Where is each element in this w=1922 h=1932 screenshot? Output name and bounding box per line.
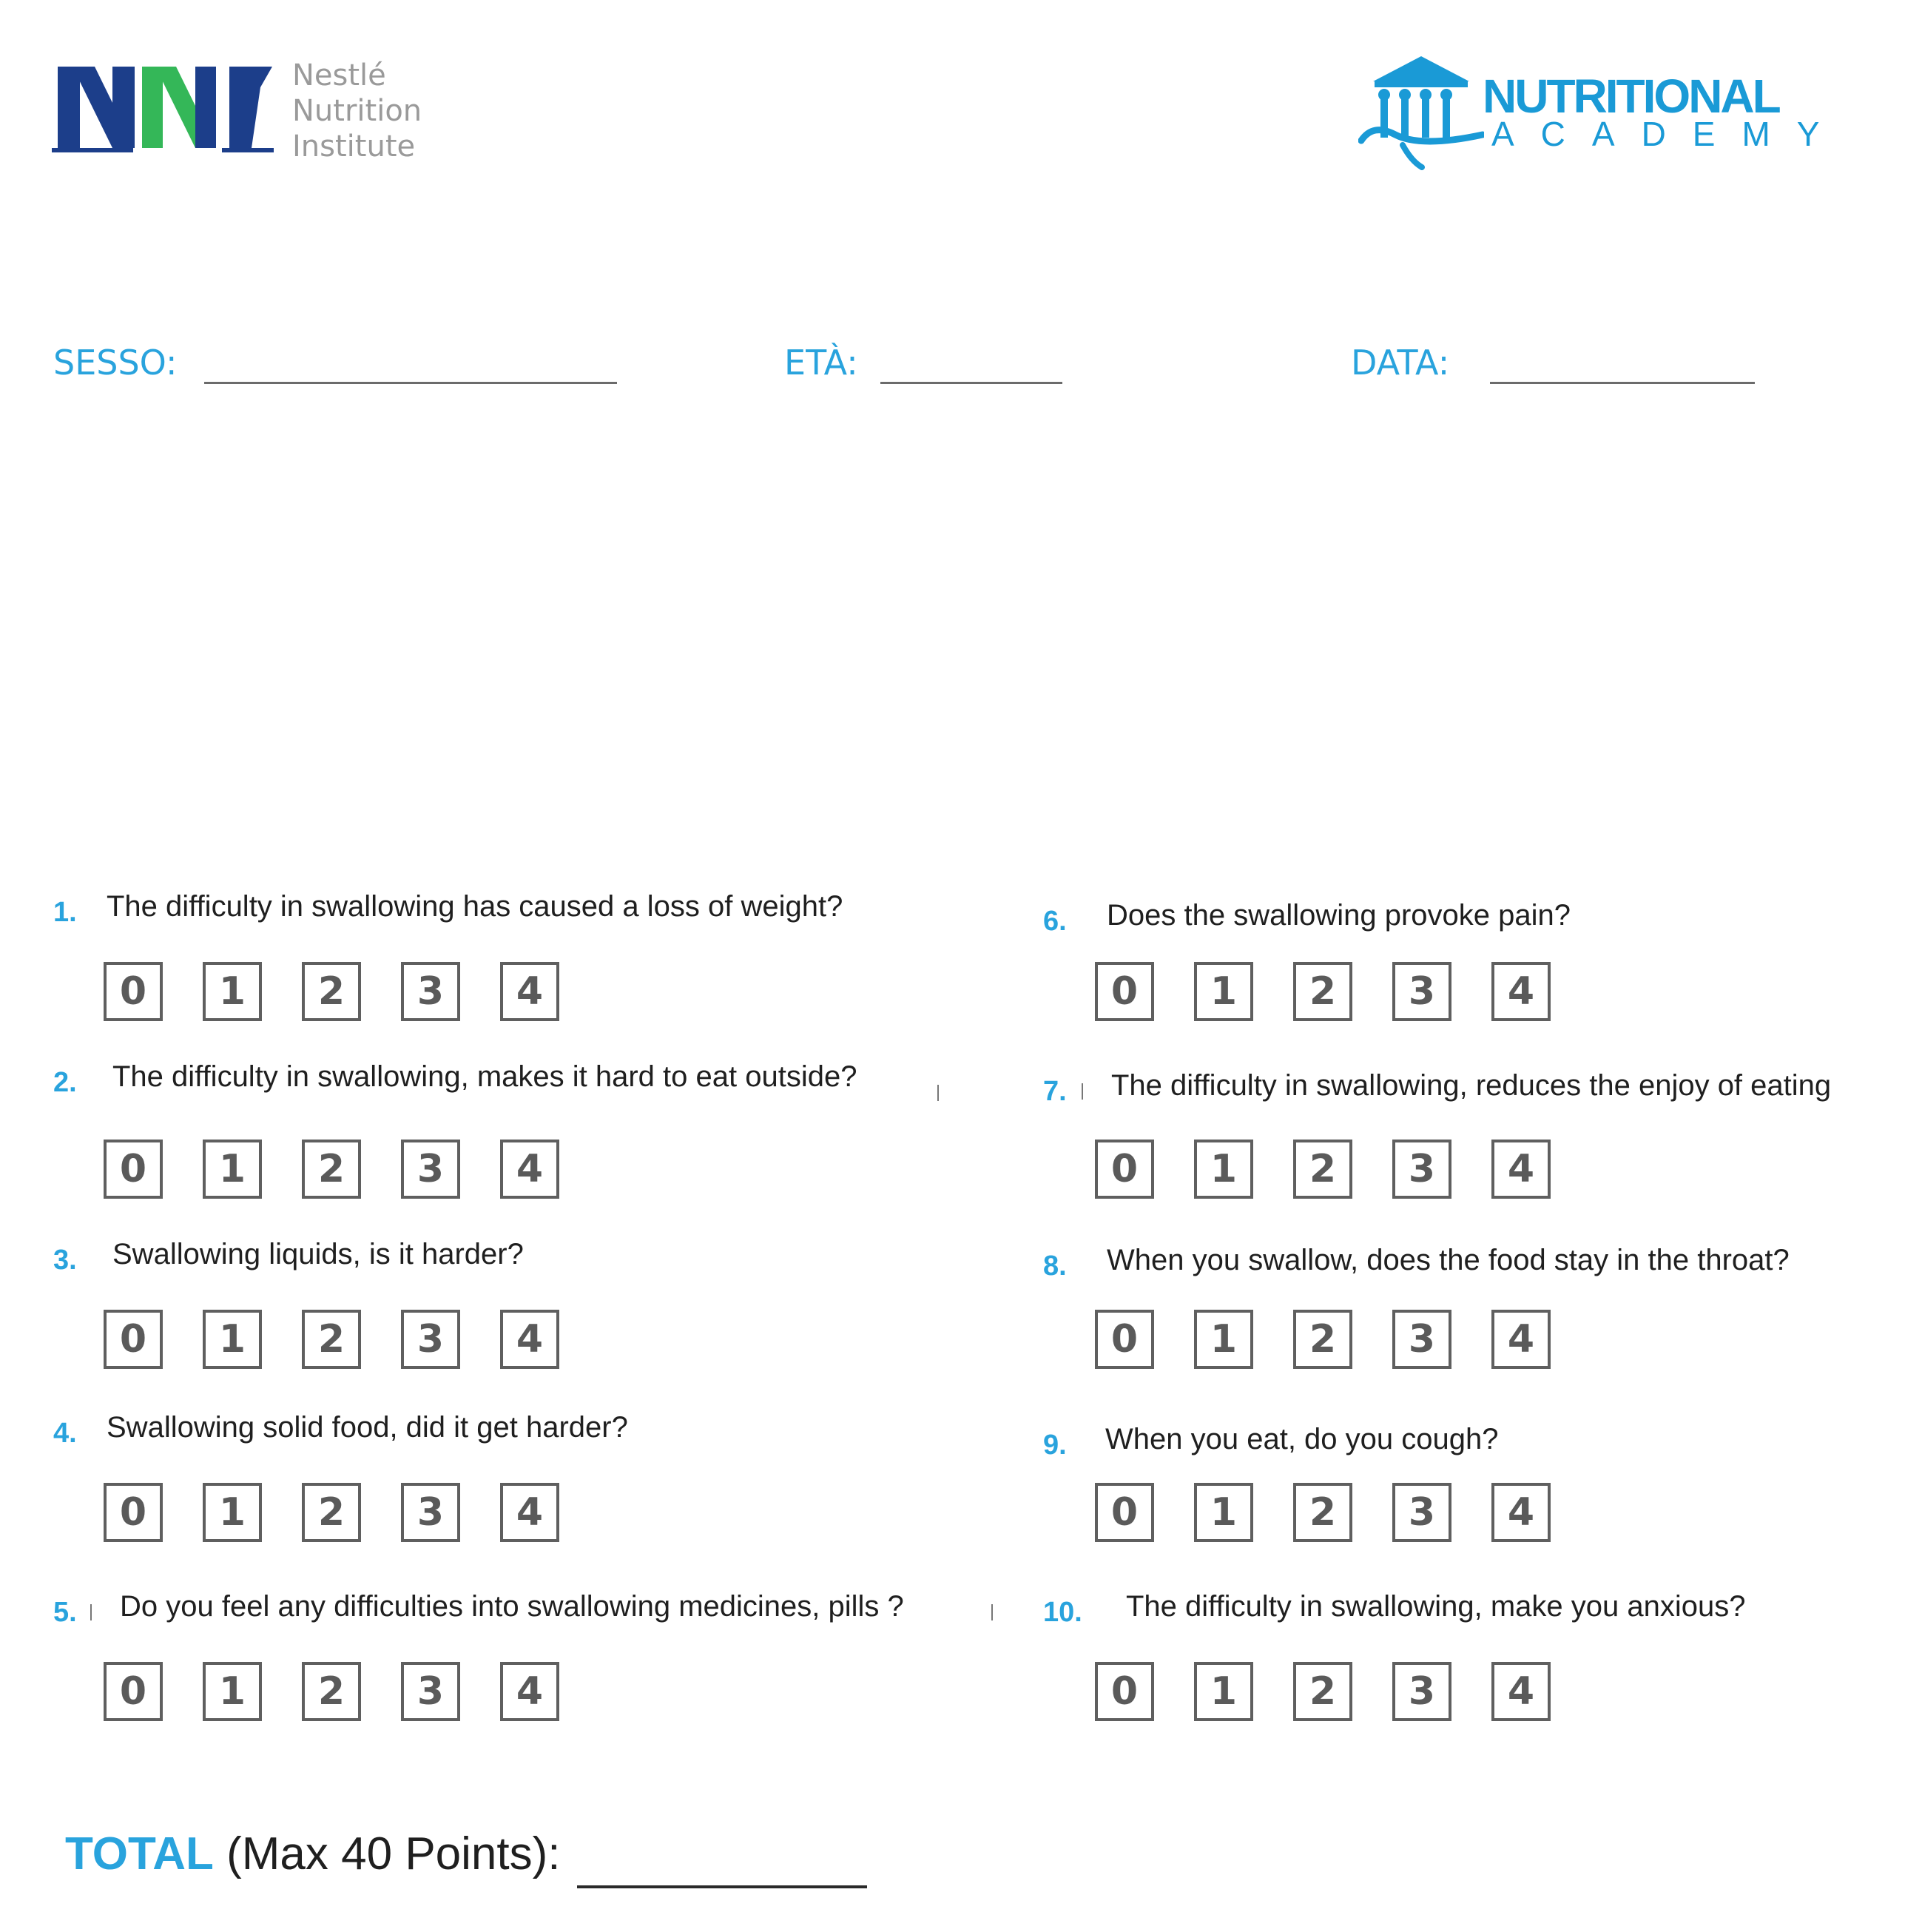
sex-field[interactable]: [204, 382, 617, 384]
question-2: [53, 1058, 1000, 1199]
option-3[interactable]: 3: [1392, 1310, 1451, 1369]
question-4: [53, 1409, 1000, 1549]
option-1[interactable]: 1: [1194, 962, 1253, 1021]
option-4[interactable]: 4: [500, 1140, 559, 1199]
option-4[interactable]: 4: [1491, 1310, 1551, 1369]
option-3[interactable]: 3: [401, 962, 460, 1021]
option-0[interactable]: 0: [104, 1140, 163, 1199]
nni-line-2: Nutrition: [292, 94, 422, 128]
option-2[interactable]: 2: [302, 1140, 361, 1199]
question-1: [53, 888, 1000, 1029]
option-1[interactable]: 1: [203, 1140, 262, 1199]
option-2[interactable]: 2: [302, 1483, 361, 1542]
academy-subtitle: ACADEMY: [1491, 115, 1847, 153]
nni-logo: [52, 58, 436, 169]
option-1[interactable]: 1: [1194, 1310, 1253, 1369]
question-text: Swallowing solid food, did it get harder?: [107, 1411, 628, 1444]
question-number: 5.: [53, 1597, 77, 1628]
option-4[interactable]: 4: [1491, 962, 1551, 1021]
option-2[interactable]: 2: [302, 1310, 361, 1369]
option-4[interactable]: 4: [1491, 1140, 1551, 1199]
nni-logo-text: [292, 58, 422, 164]
option-3[interactable]: 3: [401, 1310, 460, 1369]
option-2[interactable]: 2: [1293, 962, 1352, 1021]
question-number: 6.: [1043, 906, 1067, 937]
date-label: DATA:: [1351, 343, 1450, 383]
question-text: The difficulty in swallowing, make you anxious?: [1126, 1590, 1746, 1623]
question-5: [53, 1588, 1000, 1729]
option-1[interactable]: 1: [203, 1662, 262, 1721]
question-number: 7.: [1043, 1076, 1067, 1107]
option-2[interactable]: 2: [302, 1662, 361, 1721]
option-1[interactable]: 1: [1194, 1483, 1253, 1542]
question-10: [1043, 1588, 1922, 1729]
age-field[interactable]: [880, 382, 1062, 384]
question-text: When you swallow, does the food stay in the throat?: [1107, 1244, 1790, 1276]
option-0[interactable]: 0: [1095, 1662, 1154, 1721]
question-text: The difficulty in swallowing has caused a loss of weight?: [107, 890, 843, 923]
question-9: [1043, 1421, 1922, 1561]
option-3[interactable]: 3: [1392, 1483, 1451, 1542]
option-0[interactable]: 0: [1095, 1310, 1154, 1369]
nni-line-1: Nestlé: [292, 58, 386, 92]
option-1[interactable]: 1: [203, 962, 262, 1021]
date-field[interactable]: [1490, 382, 1755, 384]
option-4[interactable]: 4: [1491, 1483, 1551, 1542]
option-4[interactable]: 4: [500, 962, 559, 1021]
question-text: The difficulty in swallowing, reduces the enjoy of eating: [1111, 1069, 1832, 1102]
option-0[interactable]: 0: [1095, 1140, 1154, 1199]
option-0[interactable]: 0: [1095, 962, 1154, 1021]
question-number: 8.: [1043, 1251, 1067, 1282]
option-3[interactable]: 3: [401, 1662, 460, 1721]
question-number: 1.: [53, 897, 77, 928]
sex-label: SESSO:: [53, 343, 178, 383]
option-3[interactable]: 3: [1392, 1140, 1451, 1199]
option-1[interactable]: 1: [203, 1483, 262, 1542]
question-text: Do you feel any difficulties into swallowing medicines, pills ?: [120, 1590, 904, 1623]
nni-logo-mark: [52, 58, 274, 163]
option-0[interactable]: 0: [104, 1483, 163, 1542]
total-field[interactable]: [577, 1885, 867, 1888]
option-1[interactable]: 1: [1194, 1662, 1253, 1721]
age-label: ETÀ:: [784, 343, 858, 383]
option-0[interactable]: 0: [1095, 1483, 1154, 1542]
academy-title: NUTRITIONAL: [1483, 70, 1779, 123]
question-number: 2.: [53, 1067, 77, 1098]
question-3: [53, 1236, 1000, 1376]
option-2[interactable]: 2: [1293, 1140, 1352, 1199]
tick-mark: [90, 1604, 92, 1620]
total-label: TOTAL: [65, 1828, 214, 1879]
option-4[interactable]: 4: [500, 1662, 559, 1721]
question-number: 4.: [53, 1418, 77, 1449]
option-4[interactable]: 4: [500, 1483, 559, 1542]
option-3[interactable]: 3: [1392, 962, 1451, 1021]
option-2[interactable]: 2: [302, 962, 361, 1021]
question-text: When you eat, do you cough?: [1105, 1423, 1499, 1455]
question-text: Does the swallowing provoke pain?: [1107, 899, 1571, 932]
option-3[interactable]: 3: [401, 1483, 460, 1542]
tick-mark: [991, 1604, 993, 1620]
option-0[interactable]: 0: [104, 1310, 163, 1369]
option-0[interactable]: 0: [104, 1662, 163, 1721]
nutritional-academy-logo: [1358, 52, 1847, 170]
academy-building-icon: [1358, 52, 1484, 170]
total-max-points: (Max 40 Points):: [213, 1828, 561, 1879]
question-text: The difficulty in swallowing, makes it hard to eat outside?: [112, 1060, 857, 1093]
question-8: [1043, 1242, 1922, 1382]
question-number: 3.: [53, 1245, 77, 1276]
tick-mark: [937, 1085, 939, 1101]
total-line: [65, 1826, 561, 1882]
option-1[interactable]: 1: [203, 1310, 262, 1369]
option-3[interactable]: 3: [1392, 1662, 1451, 1721]
option-3[interactable]: 3: [401, 1140, 460, 1199]
option-0[interactable]: 0: [104, 962, 163, 1021]
nni-line-3: Institute: [292, 129, 416, 164]
option-4[interactable]: 4: [1491, 1662, 1551, 1721]
option-4[interactable]: 4: [500, 1310, 559, 1369]
option-2[interactable]: 2: [1293, 1310, 1352, 1369]
question-text: Swallowing liquids, is it harder?: [112, 1238, 524, 1270]
question-6: [1043, 897, 1922, 1037]
question-number: 9.: [1043, 1430, 1067, 1461]
question-7: [1043, 1067, 1922, 1208]
option-2[interactable]: 2: [1293, 1662, 1352, 1721]
question-number: 10.: [1043, 1597, 1082, 1628]
tick-mark: [1082, 1083, 1083, 1100]
option-2[interactable]: 2: [1293, 1483, 1352, 1542]
option-1[interactable]: 1: [1194, 1140, 1253, 1199]
